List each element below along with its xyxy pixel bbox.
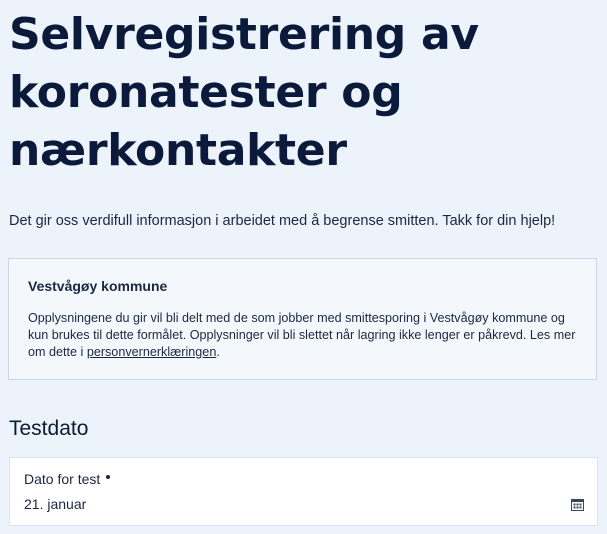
test-date-heading: Testdato [9,417,89,440]
municipality-heading: Vestvågøy kommune [28,278,168,294]
test-date-label-text: Dato for test [24,471,101,487]
page-title: Selvregistrering av koronatester og nærkontakter [9,9,479,176]
privacy-text [28,310,577,361]
intro-text: Det gir oss verdifull informasjon i arbeidet med å begrense smitten. Takk for din hjelp! [9,213,556,229]
privacy-text-end: . [216,345,220,359]
required-indicator [106,475,110,479]
calendar-icon[interactable] [571,498,584,511]
test-date-field[interactable] [9,457,598,526]
privacy-info-panel [8,258,597,380]
test-date-label [24,471,110,487]
privacy-policy-link[interactable]: personvernerklæringen [86,345,217,359]
test-date-value[interactable]: 21. januar [24,496,87,512]
privacy-text-main: Opplysningene du gir vil bli delt med de som jobber med smittesporing i Vestvågøy kommune og kun brukes til dette formålet. Opplysninger vil bli slettet når lagring ikke lenger er påkrevd. Les mer om dette i [28,311,576,359]
